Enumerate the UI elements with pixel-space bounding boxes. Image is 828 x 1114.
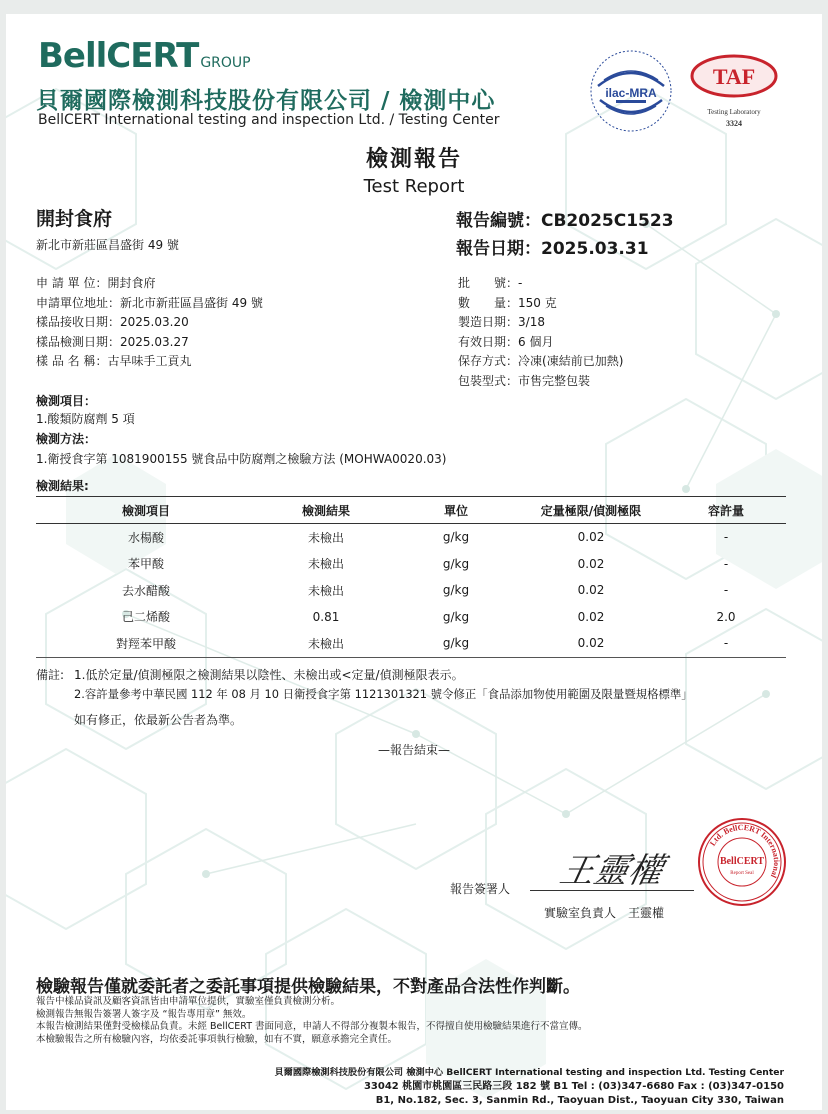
disclaimer-line: 檢測報告無報告簽署人簽字及 “報告專用章” 無效。 bbox=[36, 1008, 252, 1020]
info-row: 製造日期：3/18 bbox=[458, 315, 545, 329]
column-header: 檢測結果 bbox=[256, 497, 396, 524]
info-row: 批 號：- bbox=[458, 276, 523, 290]
report-end-marker: —報告結束— bbox=[377, 743, 450, 757]
disclaimer-line: 本檢驗報告之所有檢驗內容，均依委託事項執行檢驗，如有不實，願意承擔完全責任。 bbox=[36, 1033, 398, 1045]
table-cell: 2.0 bbox=[716, 609, 736, 624]
sample-info-right bbox=[458, 274, 623, 391]
results-label: 檢測結果: bbox=[36, 479, 89, 493]
taf-label: TAF bbox=[712, 64, 756, 89]
table-cell: 水楊酸 bbox=[127, 530, 164, 545]
taf-sub-label: Testing Laboratory bbox=[707, 108, 761, 116]
report-page bbox=[6, 14, 822, 1110]
report-date: 報告日期：2025.03.31 bbox=[456, 239, 649, 259]
results-table bbox=[36, 496, 786, 658]
table-cell: 0.02 bbox=[577, 530, 605, 545]
info-row: 數 量：150 克 bbox=[458, 295, 557, 310]
info-row: 樣 品 名 稱：古早味手工貢丸 bbox=[36, 354, 192, 368]
table-cell: 未檢出 bbox=[307, 583, 344, 598]
table-cell: 未檢出 bbox=[307, 530, 344, 545]
test-method-value: 1.衛授食字第 1081900155 號食品中防腐劑之檢驗方法 (MOHWA0020.03) bbox=[36, 452, 447, 466]
info-row: 樣品接收日期：2025.03.20 bbox=[36, 315, 189, 329]
signer-label: 報告簽署人 bbox=[450, 882, 511, 896]
test-method-label: 檢測方法： bbox=[36, 432, 97, 446]
client-address: 新北市新莊區昌盛街 49 號 bbox=[36, 238, 179, 252]
table-cell: 0.81 bbox=[312, 609, 340, 624]
client-name: 開封食府 bbox=[36, 208, 113, 230]
table-cell: 未檢出 bbox=[256, 630, 396, 657]
handwritten-signature bbox=[554, 840, 684, 896]
table-row bbox=[36, 577, 786, 604]
company-name-zh: 貝爾國際檢測科技股份有限公司 / 檢測中心 bbox=[36, 88, 496, 114]
info-row: 有效日期：6 個月 bbox=[458, 334, 554, 349]
table-cell: - bbox=[723, 556, 729, 571]
column-header: 容許量 bbox=[666, 497, 786, 524]
table-cell: - bbox=[723, 530, 729, 545]
table-row bbox=[36, 630, 786, 657]
table-cell: g/kg bbox=[396, 630, 516, 657]
svg-text:Report Seal: Report Seal bbox=[730, 871, 754, 876]
table-cell: g/kg bbox=[442, 609, 470, 624]
table-cell: 0.02 bbox=[516, 630, 666, 657]
footer-line: 貝爾國際檢測科技股份有限公司 檢測中心 BellCERT International testing and inspection Ltd. Testing Center bbox=[274, 1067, 784, 1078]
note-line: 1.低於定量/偵測極限之檢測結果以陰性、未檢出或<定量/偵測極限表示。 bbox=[74, 668, 464, 682]
table-cell: 0.02 bbox=[577, 583, 605, 598]
notes-label: 備註: bbox=[36, 668, 65, 682]
note-line: 如有修正，依最新公告者為準。 bbox=[74, 713, 243, 727]
table-cell: 去水醋酸 bbox=[121, 583, 170, 598]
ilac-label: ilac-MRA bbox=[605, 86, 657, 100]
taf-number: 3324 bbox=[726, 119, 742, 128]
ilac-mra-logo-icon bbox=[588, 48, 674, 134]
disclaimer-notes bbox=[36, 996, 588, 1046]
company-name-en: BellCERT International testing and inspection Ltd. / Testing Center bbox=[38, 112, 500, 128]
report-number: 報告編號：CB2025C1523 bbox=[456, 211, 674, 231]
table-cell: 苯甲酸 bbox=[127, 557, 164, 572]
table-cell: 0.02 bbox=[577, 609, 605, 624]
note-line: 2.容許量參考中華民國 112 年 08 月 10 日衛授食字第 1121301321 號令修正「食品添加物使用範圍及限量暨規格標準」 bbox=[74, 687, 693, 701]
info-row: 樣品檢測日期：2025.03.27 bbox=[36, 334, 189, 349]
info-row: 保存方式：冷凍(凍結前已加熱) bbox=[458, 354, 624, 368]
table-row bbox=[36, 551, 786, 578]
table-cell: - bbox=[723, 583, 729, 598]
test-items-label: 檢測項目： bbox=[36, 394, 97, 408]
footer-line: 33042 桃園市桃園區三民路三段 182 號 B1 Tel : (03)347-6680 Fax : (03)347-0150 bbox=[363, 1081, 784, 1092]
footer-line: B1, No.182, Sec. 3, Sanmin Rd., Taoyuan Dist., Taoyuan City 330, Taiwan bbox=[375, 1095, 784, 1106]
info-row: 包裝型式：市售完整包裝 bbox=[458, 373, 591, 388]
column-header: 定量極限/偵測極限 bbox=[516, 497, 666, 524]
report-title-zh: 檢測報告 bbox=[365, 147, 462, 172]
test-items-value: 1.酸類防腐劑 5 項 bbox=[36, 412, 135, 426]
svg-text:Ltd. BellCERT International: Ltd. BellCERT International bbox=[708, 822, 782, 880]
footer-contact bbox=[275, 1066, 785, 1108]
column-header: 單位 bbox=[396, 497, 516, 524]
brand-logo: BellCERT GROUP bbox=[38, 36, 251, 76]
table-cell: - bbox=[666, 630, 786, 657]
table-cell: 0.02 bbox=[577, 556, 605, 571]
svg-text:王靈權: 王靈權 bbox=[556, 851, 667, 891]
table-header-row bbox=[36, 497, 786, 524]
column-header: 檢測項目 bbox=[36, 497, 256, 524]
table-cell: 未檢出 bbox=[307, 557, 344, 572]
disclaimer-title: 檢驗報告僅就委託者之委託事項提供檢驗結果，不對產品合法性作判斷。 bbox=[36, 977, 580, 997]
lab-manager-name: 實驗室負責人 王靈權 bbox=[544, 906, 665, 920]
info-row: 申請單位地址：新北市新莊區昌盛街 49 號 bbox=[36, 295, 263, 310]
disclaimer-line: 本報告檢測結果僅對受檢樣品負責。未經 BellCERT 書面同意，申請人不得部分複製本報告，不得擅自使用檢驗結果進行不當宣傳。 bbox=[36, 1021, 588, 1032]
info-row: 申 請 單 位：開封食府 bbox=[36, 276, 156, 290]
table-cell: g/kg bbox=[442, 530, 470, 545]
table-cell: 對羥苯甲酸 bbox=[36, 630, 256, 657]
table-cell: g/kg bbox=[442, 583, 470, 598]
sample-info-left bbox=[36, 274, 263, 372]
table-row bbox=[36, 604, 786, 631]
disclaimer-line: 報告中樣品資訊及顧客資訊皆由申請單位提供，實驗室僅負責檢測分析。 bbox=[36, 996, 341, 1007]
svg-text:BellCERT: BellCERT bbox=[719, 856, 765, 867]
taf-logo-icon bbox=[686, 52, 782, 138]
report-title-en: Test Report bbox=[363, 176, 465, 197]
table-row bbox=[36, 524, 786, 551]
table-cell: 己二烯酸 bbox=[121, 610, 170, 625]
table-cell: g/kg bbox=[442, 556, 470, 571]
report-seal-icon bbox=[696, 816, 788, 908]
